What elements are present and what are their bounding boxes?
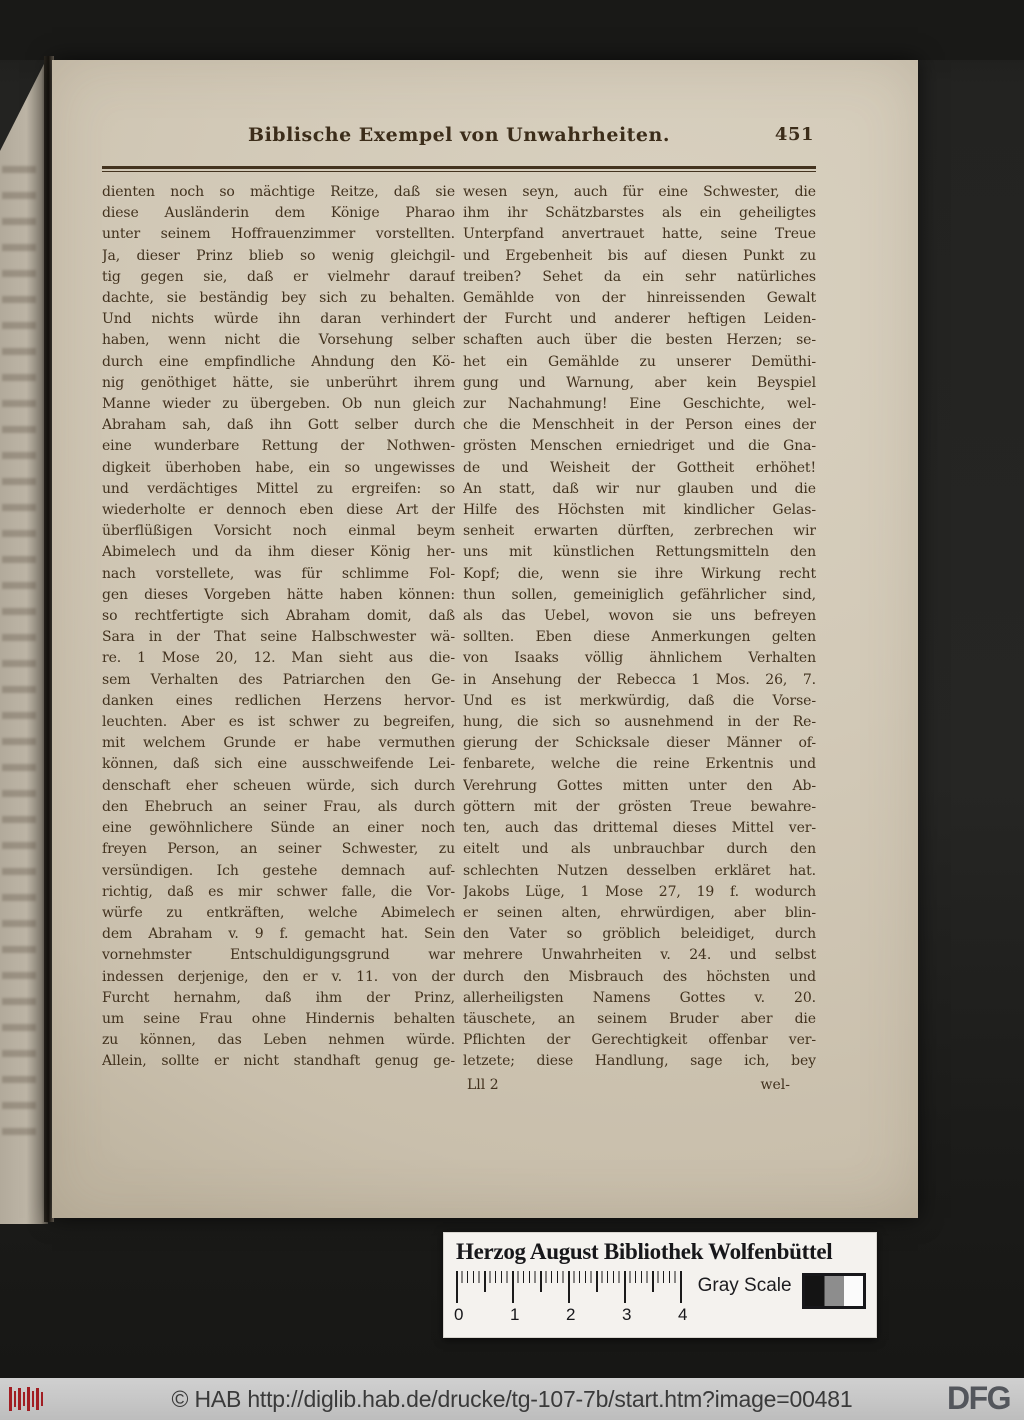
text-line: Abimelech und da ihm dieser König her-: [102, 544, 455, 561]
source-url-text: © HAB http://diglib.hab.de/drucke/tg-107-7b/start.htm?image=00481: [171, 1385, 853, 1412]
text-line: re. 1 Mose 20, 12. Man sieht aus die-: [102, 650, 455, 667]
ruler-number: 1: [510, 1305, 520, 1324]
ruler-number: 3: [622, 1305, 632, 1324]
text-line: den Vater so gröblich beleidiget, durch: [463, 926, 816, 943]
text-line: so rechtfertigte sich Abraham domit, daß: [102, 608, 455, 625]
text-line: Und nichts würde ihn daran verhindert: [102, 311, 455, 328]
text-line: schaften auch über die besten Herzen; se-: [463, 332, 816, 349]
text-line: göttern mit der grösten Treue bewahre-: [463, 798, 816, 815]
text-line: durch den Misbrauch des höchsten und: [463, 968, 816, 985]
ruler-numbers: [456, 1305, 688, 1325]
text-line: tig gegen sie, daß er vielmehr darauf: [102, 268, 455, 285]
text-line: allerheiligsten Namens Gottes v. 20.: [463, 989, 816, 1006]
text-line: zu können, das Leben nehmen würde.: [102, 1032, 455, 1049]
text-line: zur Nachahmung! Eine Geschichte, wel-: [463, 396, 816, 413]
text-line: von Isaaks völlig ähnlichem Verhalten: [463, 650, 816, 667]
text-line: Kopf; die, wenn sie ihre Wirkung recht: [463, 565, 816, 582]
text-line: mit welchem Grunde er habe vermuthen: [102, 735, 455, 752]
text-line: gierung der Schicksale dieser Männer of-: [463, 735, 816, 752]
text-line: richtig, daß es mir schwer falle, die Vor-: [102, 883, 455, 900]
text-line: Pflichten der Gerechtigkeit offenbar ver-: [463, 1032, 816, 1049]
text-line: ihm ihr Schätzbarstes als ein geheiligtes: [463, 205, 816, 222]
previous-page-edge: [0, 56, 48, 1224]
text-line: dienten noch so mächtige Reitze, daß sie: [102, 184, 455, 200]
text-line: Manne wieder zu übergeben. Ob nun gleich: [102, 396, 455, 413]
text-line: Verehrung Gottes mitten unter den Ab-: [463, 777, 816, 794]
text-line: um seine Frau ohne Hindernis behalten: [102, 1010, 455, 1027]
text-line: Abraham sah, daß ihn Gott selber durch: [102, 417, 455, 434]
text-line: als das Uebel, wovon sie uns befreyen: [463, 608, 816, 625]
text-line: Furcht hernahm, daß ihm der Prinz,: [102, 989, 455, 1006]
text-line: dachte, sie beständig bey sich zu behalten.: [102, 290, 455, 307]
text-line: durch eine empfindliche Ahndung den Kö-: [102, 353, 455, 370]
text-line: senheit erwarten dürften, zerbrechen wir: [463, 523, 816, 540]
ruler-ticks: [456, 1271, 688, 1303]
text-line: freyen Person, an seiner Schwester, zu: [102, 841, 455, 858]
text-line: können, daß sich eine ausschweifende Lei-: [102, 756, 455, 773]
text-line: sem Verhalten des Patriarchen den Ge-: [102, 671, 455, 688]
text-line: dem Abraham v. 9 f. gemacht hat. Sein: [102, 926, 455, 943]
text-line: gung und Warnung, aber kein Beyspiel: [463, 374, 816, 391]
text-line: eitelt und als unbrauchbar durch den: [463, 841, 816, 858]
running-head: [102, 60, 816, 160]
text-line: und Ergebenheit bis auf diesen Punkt zu: [463, 247, 816, 264]
text-line: Jakobs Lüge, 1 Mose 27, 19 f. wodurch: [463, 883, 816, 900]
text-line: sollten. Eben diese Anmerkungen gelten: [463, 629, 816, 646]
text-line: hung, die sich so ausnehmend in der Re-: [463, 714, 816, 731]
text-line: letzete; diese Handlung, sage ich, bey: [463, 1053, 816, 1070]
gray-scale-label: Gray Scale: [697, 1275, 792, 1296]
text-line: vornehmster Entschuldigungsgrund war: [102, 947, 455, 964]
text-line: de und Weisheit der Gottheit erhöhet!: [463, 459, 816, 476]
text-line: grösten Menschen erniedriget und die Gna-: [463, 438, 816, 455]
text-line: würfe zu entkräften, welche Abimelech: [102, 904, 455, 921]
dfg-logo: DFG: [946, 1380, 1010, 1416]
text-columns: [102, 182, 816, 1096]
text-line: unter seinem Hoffrauenzimmer vorstellten.: [102, 226, 455, 243]
text-line: täuschete, an seinem Bruder aber die: [463, 1010, 816, 1027]
calibration-label: [443, 1232, 877, 1338]
footer-bar: [0, 1378, 1024, 1420]
text-line: eine wunderbare Rettung der Nothwen-: [102, 438, 455, 455]
text-line: An statt, daß wir nur glauben und die: [463, 480, 816, 497]
text-line: che die Menschheit in der Person eines der: [463, 417, 816, 434]
text-line: Unterpfand anvertrauet hatte, seine Treue: [463, 226, 816, 243]
page-content: [102, 60, 816, 1218]
text-line: Sara in der That seine Halbschwester wä-: [102, 629, 455, 646]
ruler: [456, 1271, 690, 1329]
text-line: schlechten Nutzen desselben erkläret hat.: [463, 862, 816, 879]
text-line: Hilfe des Höchsten mit kindlicher Gelas-: [463, 502, 816, 519]
text-line: in Ansehung der Rebecca 1 Mos. 26, 7.: [463, 671, 816, 688]
text-line: indessen derjenige, den er v. 11. von der: [102, 968, 455, 985]
scan-background-top: [0, 0, 1024, 60]
text-line: ten, auch das drittemal dieses Mittel ver-: [463, 820, 816, 837]
text-line: Und es ist merkwürdig, daß die Vorse-: [463, 692, 816, 709]
text-line: Allein, sollte er nicht standhaft genug ge-: [102, 1053, 455, 1070]
text-line: eine gewöhnlichere Sünde an einer noch: [102, 820, 455, 837]
left-column: [102, 182, 455, 1096]
text-line: versündigen. Ich gestehe demnach auf-: [102, 862, 455, 879]
text-line: der Furcht und anderer heftigen Leiden-: [463, 311, 816, 328]
gray-scale-patch: [802, 1273, 866, 1309]
text-line: wesen seyn, auch für eine Schwester, die: [463, 184, 816, 200]
signature-mark: Lll 2: [467, 1076, 499, 1093]
text-line: denschaft eher scheuen würde, sich durch: [102, 777, 455, 794]
text-line: mehrere Unwahrheiten v. 24. und selbst: [463, 947, 816, 964]
text-line: leuchten. Aber es ist schwer zu begreifen,: [102, 714, 455, 731]
text-line: wiederholte er dennoch eben diese Art der: [102, 502, 455, 519]
text-line: Gemählde von der hinreissenden Gewalt: [463, 290, 816, 307]
text-line: danken eines redlichen Herzens hervor-: [102, 692, 455, 709]
book-page: [52, 60, 918, 1218]
text-line: er seinen alten, ehrwürdigen, aber blin-: [463, 904, 816, 921]
page-number: 451: [774, 124, 814, 145]
catchword: wel-: [760, 1076, 790, 1093]
text-line: diese Ausländerin dem Könige Pharao: [102, 205, 455, 222]
page-title: Biblische Exempel von Unwahrheiten.: [248, 124, 670, 146]
text-line: gen dieses Vorgeben hätte haben können:: [102, 586, 455, 603]
ruler-number: 0: [454, 1305, 464, 1324]
text-line: und verdächtiges Mittel zu ergreifen: so: [102, 480, 455, 497]
text-line: uns mit künstlichen Rettungsmitteln den: [463, 544, 816, 561]
header-rule: [102, 166, 816, 172]
text-line: digkeit überhoben habe, ein so ungewisses: [102, 459, 455, 476]
text-line: nach vorstellete, was für schlimme Fol-: [102, 565, 455, 582]
text-line: thun sollen, gemeiniglich gefährlicher sind,: [463, 586, 816, 603]
right-column: [463, 182, 816, 1096]
calibration-row: [456, 1271, 866, 1329]
right-column-lines: [463, 182, 816, 1073]
ruler-number: 4: [678, 1305, 688, 1324]
text-line: haben, wenn nicht die Vorsehung selber: [102, 332, 455, 349]
text-line: fenbarete, welche die reine Erkentnis und: [463, 756, 816, 773]
text-line: het ein Gemählde zu unserer Demüthi-: [463, 353, 816, 370]
signature-row: [463, 1074, 816, 1096]
text-line: nig genöthiget hätte, sie unberührt ihrem: [102, 374, 455, 391]
library-name: Herzog August Bibliothek Wolfenbüttel: [456, 1239, 833, 1264]
ruler-number: 2: [566, 1305, 576, 1324]
text-line: Ja, dieser Prinz blieb so wenig gleichgil-: [102, 247, 455, 264]
text-line: treiben? Sehet da ein sehr natürliches: [463, 268, 816, 285]
text-line: überflüßigen Vorsicht noch einmal beym: [102, 523, 455, 540]
text-line: den Ehebruch an seiner Frau, als durch: [102, 798, 455, 815]
previous-page-ghost-text: [2, 166, 36, 1146]
